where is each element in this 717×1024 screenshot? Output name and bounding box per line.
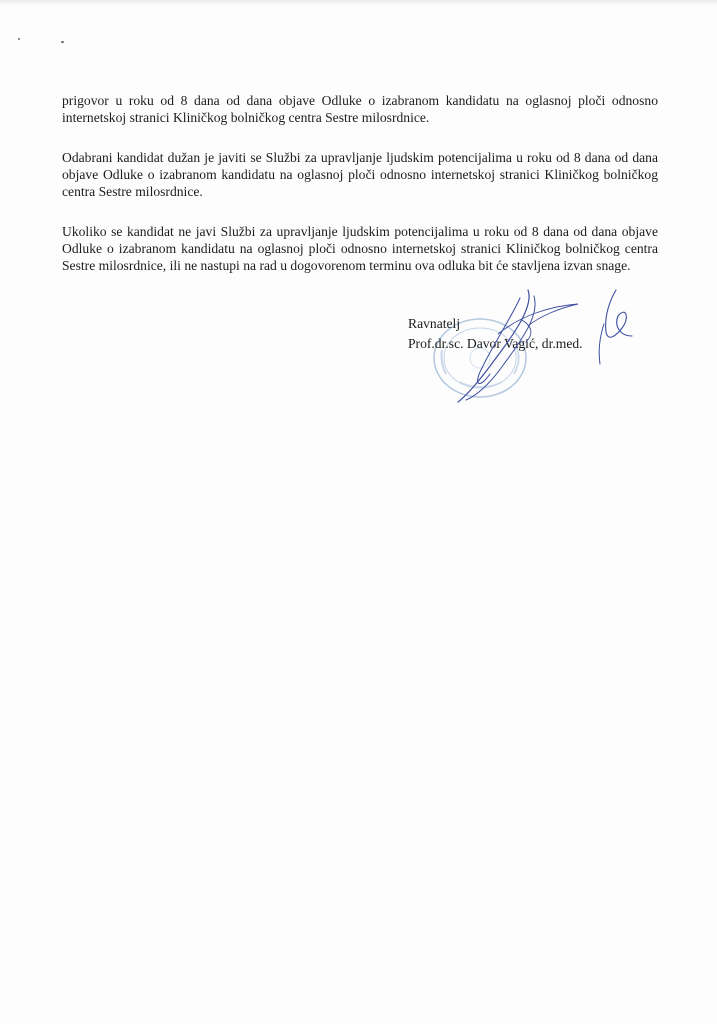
paragraph-decision-void: Ukoliko se kandidat ne javi Službi za upravljanje ljudskim potencijalima u roku od 8 dana od dana objave Odluke o izabranom kandidatu na oglasnoj ploči odnosno internetskoj stranici Kliničkog bolničkog centra Sestre milosrdnice, ili ne nastupi na rad u dogovorenom terminu ova odluka bit će stavljena izvan snage. (62, 224, 658, 273)
scan-speck (61, 41, 64, 43)
scan-edge-shadow (0, 0, 717, 6)
paragraph-objection-deadline: prigovor u roku od 8 dana od dana objave Odluke o izabranom kandidatu na oglasnoj ploči odnosno internetskoj stranici Kliničkog bolničkog centra Sestre milosrdnice. (62, 93, 658, 125)
document-body (62, 92, 658, 297)
signatory-title: Ravnatelj (408, 316, 461, 331)
signatory-name: Prof.dr.sc. Davor Vagić, dr.med. (408, 336, 583, 351)
handwritten-signature-icon (410, 276, 640, 406)
paragraph-candidate-report: Odabrani kandidat dužan je javiti se Službi za upravljanje ljudskim potencijalima u roku od 8 dana od dana objave Odluke o izabranom kandidatu na oglasnoj ploči odnosno internetskoj stranici Kliničkog bolničkog centra Sestre milosrdnice. (62, 150, 658, 199)
scan-speck (18, 38, 20, 40)
